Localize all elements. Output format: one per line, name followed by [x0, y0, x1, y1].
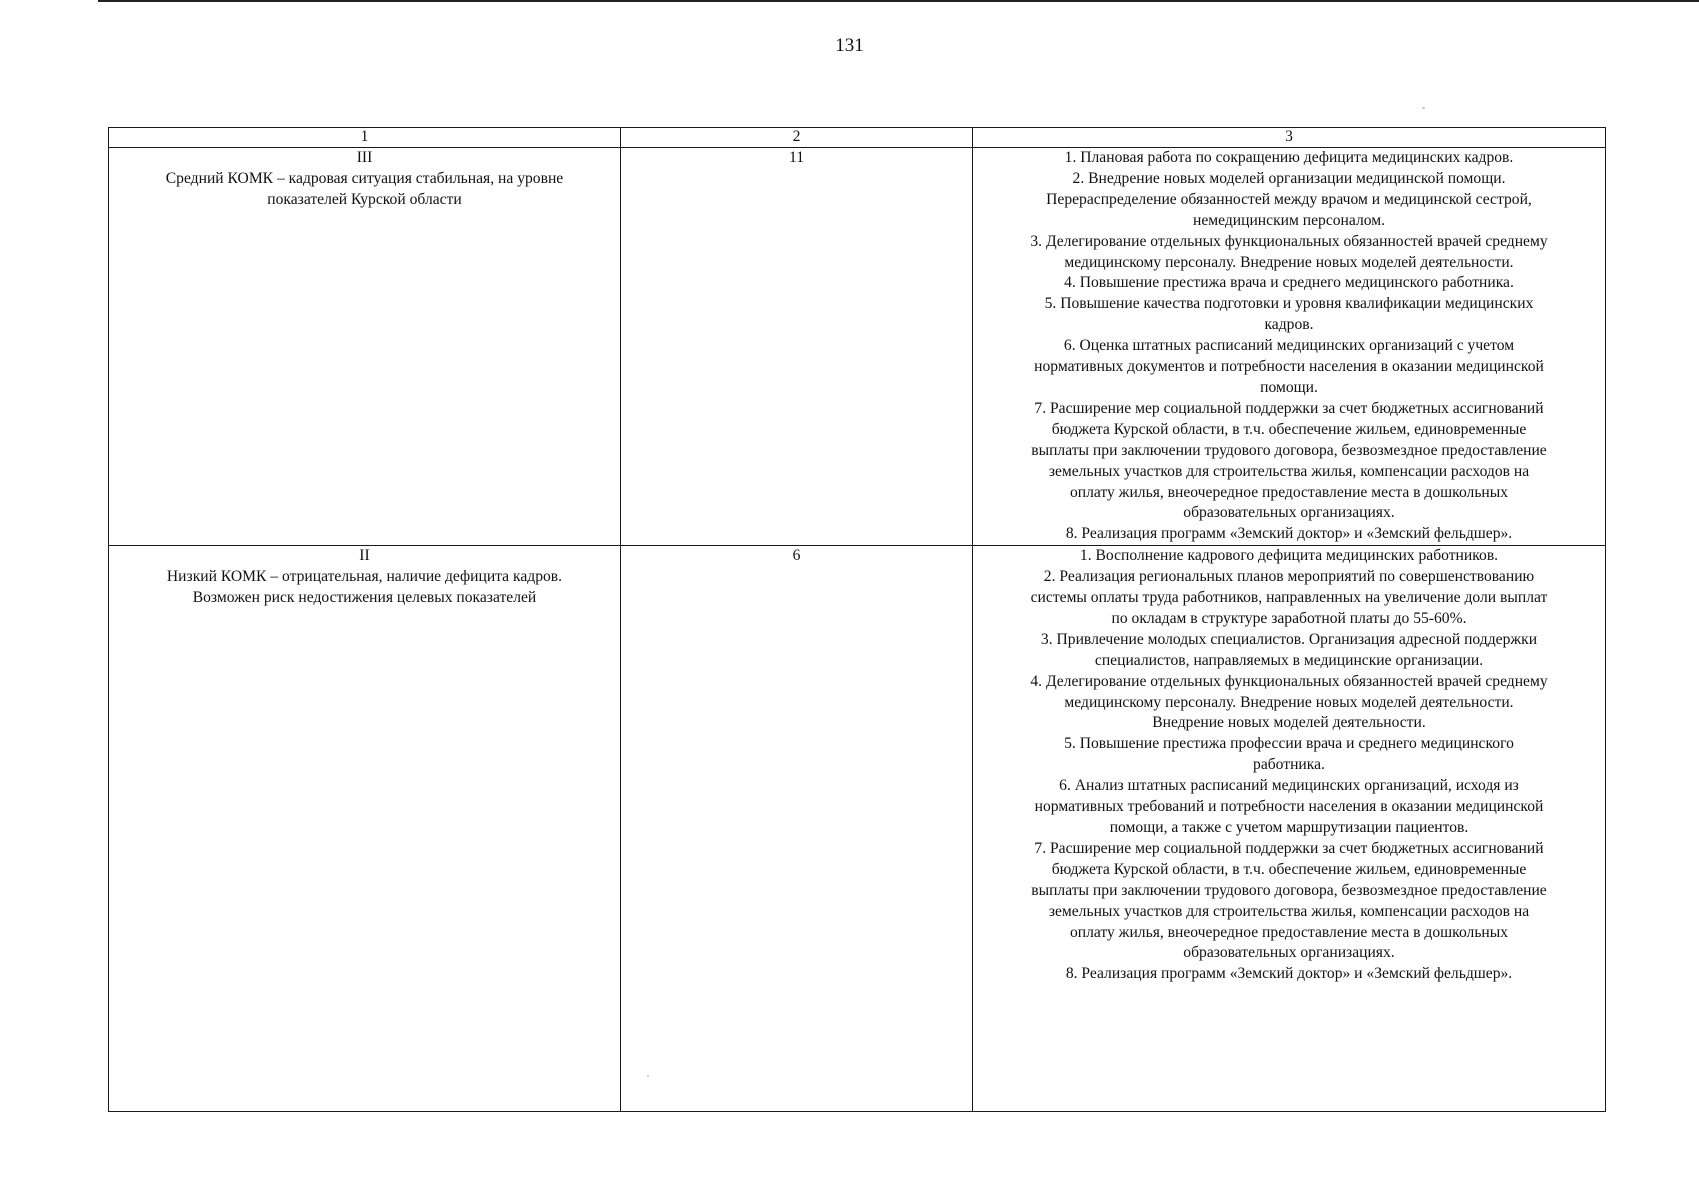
measure-line: 8. Реализация программ «Земский доктор» и «Земский фельдшер». — [1065, 525, 1513, 543]
table-row — [109, 546, 1606, 1112]
measure-line: 1. Восполнение кадрового дефицита медицинских работников. — [1079, 547, 1499, 565]
measure-line: земельных участков для строительства жилья, компенсации расходов на — [1048, 462, 1530, 480]
measure-line: бюджета Курской области, в т.ч. обеспечение жильем, единовременные — [1051, 420, 1527, 438]
page-number: 131 — [835, 35, 864, 56]
measure-line: 7. Расширение мер социальной поддержки за счет бюджетных ассигнований — [1034, 839, 1544, 857]
count-cell — [621, 546, 973, 1112]
measure-line: 5. Повышение качества подготовки и уровня квалификации медицинских — [1044, 295, 1534, 313]
measures-list — [981, 148, 1597, 545]
measure-line: специалистов, направляемых в медицинские организации. — [1094, 651, 1484, 669]
measure-line: кадров. — [1264, 316, 1314, 334]
measure-line: работника. — [1253, 756, 1325, 774]
measure-line: оплату жилья, внеочередное предоставление места в дошкольных — [1069, 483, 1509, 501]
measure-line: помощи. — [1260, 378, 1318, 396]
header-cell-1: 1 — [109, 128, 621, 148]
measure-line: выплаты при заключении трудового договора, безвозмездное предоставление — [1031, 441, 1547, 459]
measure-line: медицинскому персоналу. Внедрение новых моделей деятельности. — [1064, 693, 1514, 711]
page-top-border — [98, 0, 1699, 2]
measure-line: земельных участков для строительства жилья, компенсации расходов на — [1048, 902, 1530, 920]
measure-line: 8. Реализация программ «Земский доктор» и «Земский фельдшер». — [1065, 965, 1513, 983]
scan-speck — [647, 1075, 649, 1077]
level-label: II — [359, 547, 370, 565]
measure-line: помощи, а также с учетом маршрутизации пациентов. — [1109, 819, 1469, 836]
level-label: III — [356, 149, 373, 166]
measure-line: нормативных документов и потребности населения в оказании медицинской — [1034, 358, 1544, 376]
header-cell-2: 2 — [621, 128, 973, 148]
measure-line: 2. Реализация региональных планов мероприятий по совершенствованию — [1043, 568, 1535, 586]
measures-list — [981, 546, 1597, 985]
measure-line: бюджета Курской области, в т.ч. обеспечение жильем, единовременные — [1051, 860, 1527, 878]
measure-line: 7. Расширение мер социальной поддержки за счет бюджетных ассигнований — [1034, 399, 1544, 417]
measure-line: 6. Оценка штатных расписаний медицинских организаций с учетом — [1063, 337, 1515, 355]
header-cell-3: 3 — [973, 128, 1606, 148]
measure-line: медицинскому персоналу. Внедрение новых моделей деятельности. — [1064, 253, 1514, 271]
measure-line: выплаты при заключении трудового договора, безвозмездное предоставление — [1031, 881, 1547, 899]
measure-line: образовательных организациях. — [1183, 504, 1395, 522]
level-cell — [109, 546, 621, 1112]
measure-line: Внедрение новых моделей деятельности. — [1152, 714, 1426, 732]
measure-line: нормативных требований и потребности населения в оказании медицинской — [1034, 798, 1544, 816]
measures-cell — [973, 148, 1606, 546]
measure-line: 5. Повышение престижа профессии врача и среднего медицинского — [1064, 735, 1514, 753]
measure-line: 3. Привлечение молодых специалистов. Организация адресной поддержки — [1040, 630, 1538, 648]
level-description-line: Средний КОМК – кадровая ситуация стабильная, на уровне — [165, 169, 564, 187]
level-cell — [109, 148, 621, 546]
measure-line: образовательных организациях. — [1183, 944, 1395, 962]
measure-line: 3. Делегирование отдельных функциональных обязанностей врачей среднему — [1030, 232, 1548, 250]
count-value: 11 — [788, 149, 804, 166]
measures-table — [108, 127, 1606, 1112]
level-description-line: Низкий КОМК – отрицательная, наличие дефицита кадров. — [166, 568, 563, 586]
count-cell — [621, 148, 973, 546]
level-description-line: показателей Курской области — [267, 190, 462, 208]
measure-line: системы оплаты труда работников, направленных на увеличение доли выплат — [1030, 589, 1548, 607]
measure-line: 2. Внедрение новых моделей организации медицинской помощи. — [1072, 169, 1506, 187]
measure-line: 1. Плановая работа по сокращению дефицита медицинских кадров. — [1064, 149, 1514, 166]
measure-line: по окладам в структуре заработной платы до 55-60%. — [1111, 609, 1467, 627]
measure-line: немедицинским персоналом. — [1192, 211, 1385, 229]
level-description-line: Возможен риск недостижения целевых показателей — [192, 589, 537, 607]
table-row — [109, 148, 1606, 546]
measure-line: 6. Анализ штатных расписаний медицинских организаций, исходя из — [1059, 777, 1519, 795]
measure-line: 4. Делегирование отдельных функциональных обязанностей врачей среднему — [1030, 672, 1548, 690]
measure-line: 4. Повышение престижа врача и среднего медицинского работника. — [1064, 274, 1514, 292]
measure-line: оплату жилья, внеочередное предоставление места в дошкольных — [1069, 923, 1509, 941]
measures-cell — [973, 546, 1606, 1112]
scan-speck — [1422, 107, 1425, 109]
measure-line: Перераспределение обязанностей между врачом и медицинской сестрой, — [1046, 190, 1532, 208]
table-header-row — [109, 128, 1606, 148]
count-value: 6 — [792, 547, 801, 565]
